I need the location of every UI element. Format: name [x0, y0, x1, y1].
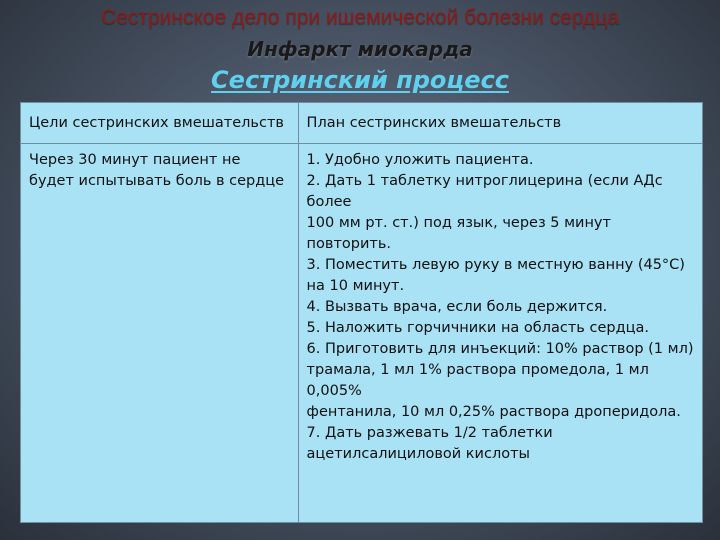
table-header-row: [21, 103, 703, 144]
plan-step: 7. Дать разжевать 1/2 таблетки ацетилсалициловой кислоты: [306, 425, 553, 462]
plan-step: 2. Дать 1 таблетку нитроглицерина (если АДс более: [306, 173, 663, 210]
plan-cell: [298, 144, 702, 523]
slide-subtitle: Инфаркт миокарда: [247, 37, 473, 61]
plan-step: 3. Поместить левую руку в местную ванну (45°С) на 10 минут.: [306, 257, 685, 294]
plan-step: 5. Наложить горчичники на область сердца.: [306, 320, 649, 336]
slide-title: Сестринское дело при ишемической болезни сердца: [101, 6, 619, 29]
goal-cell: Через 30 минут пациент не будет испытывать боль в сердце: [21, 144, 299, 523]
header-plan: План сестринских вмешательств: [298, 103, 702, 144]
plan-step: 6. Приготовить для инъекций: 10% раствор (1 мл) трамала, 1 мл 1% раствора промедола, 1 мл 0,005%: [306, 341, 694, 399]
header-goals: Цели сестринских вмешательств: [21, 103, 299, 144]
table-row: [21, 144, 703, 523]
plan-step: фентанила, 10 мл 0,25% раствора дроперидола.: [306, 404, 681, 420]
nursing-plan-table: [20, 102, 703, 523]
section-heading: Сестринский процесс: [211, 66, 509, 94]
plan-step: 1. Удобно уложить пациента.: [306, 152, 534, 168]
plan-step: 100 мм рт. ст.) под язык, через 5 минут повторить.: [306, 215, 611, 252]
plan-step: 4. Вызвать врача, если боль держится.: [306, 299, 608, 315]
